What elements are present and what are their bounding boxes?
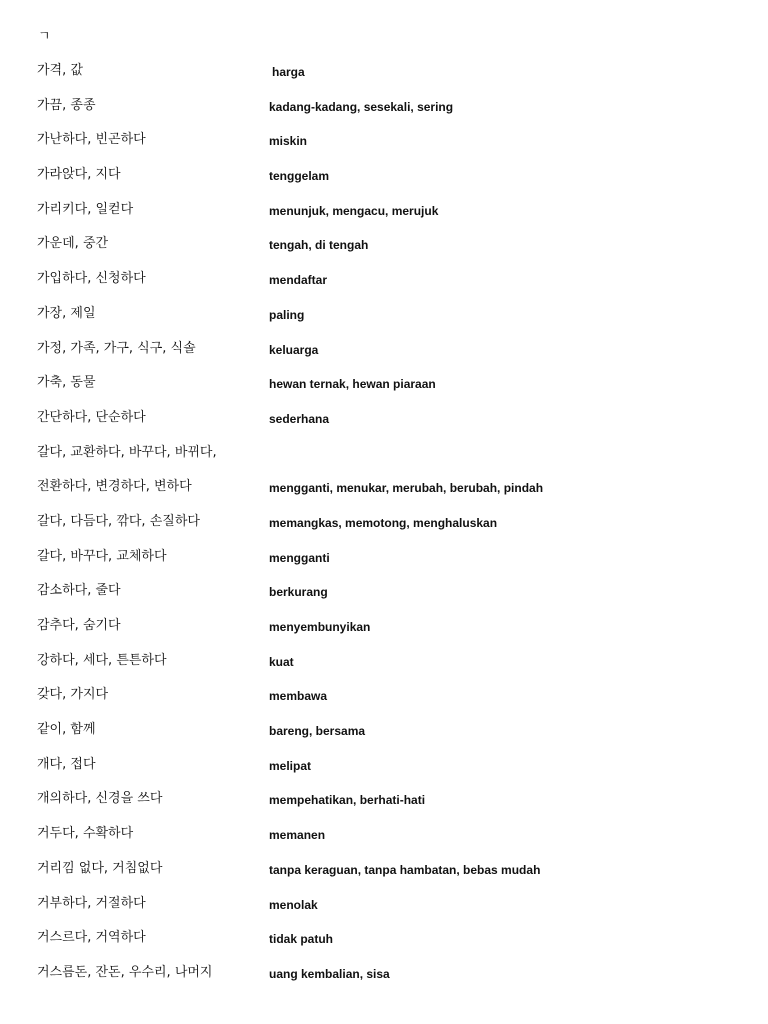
korean-term: 갈다, 교환하다, 바꾸다, 바뀌다, (37, 444, 217, 460)
indonesian-translation: bareng, bersama (269, 724, 366, 739)
indonesian-translation: paling (269, 307, 305, 322)
list-item (0, 895, 768, 930)
list-item (0, 201, 768, 236)
section-heading: ㄱ (38, 29, 51, 44)
indonesian-translation: tenggelam (269, 169, 330, 184)
korean-term: 개다, 접다 (37, 756, 96, 772)
korean-term: 가입하다, 신청하다 (37, 271, 146, 287)
indonesian-translation: memanen (269, 828, 326, 843)
korean-term: 가정, 가족, 가구, 식구, 식솔 (37, 340, 196, 356)
indonesian-translation: mempehatikan, berhati-hati (269, 793, 426, 808)
korean-term: 가격, 값 (37, 63, 83, 78)
korean-term: 가장, 제일 (37, 305, 96, 321)
list-item (0, 131, 768, 166)
indonesian-translation: melipat (269, 758, 312, 773)
list-item (0, 478, 768, 513)
indonesian-translation: miskin (269, 134, 308, 149)
korean-term: 가운데, 중간 (37, 236, 109, 252)
korean-term: 갈다, 다듬다, 깎다, 손질하다 (37, 513, 200, 529)
indonesian-translation: kuat (269, 654, 294, 669)
indonesian-translation: sederhana (269, 411, 330, 426)
korean-term: 같이, 함께 (37, 722, 96, 738)
list-item (0, 617, 768, 652)
list-item (0, 548, 768, 583)
indonesian-translation: menunjuk, mengacu, merujuk (269, 203, 439, 218)
list-item (0, 860, 768, 895)
indonesian-translation: menolak (269, 897, 318, 912)
list-item (0, 929, 768, 964)
list-item (0, 166, 768, 201)
korean-term: 갈다, 바꾸다, 교체하다 (37, 548, 167, 564)
indonesian-translation: memangkas, memotong, menghaluskan (269, 515, 498, 530)
indonesian-translation: menyembunyikan (269, 620, 371, 634)
korean-term: 가축, 동물 (37, 375, 96, 391)
korean-term: 간단하다, 단순하다 (37, 409, 146, 425)
indonesian-translation: tidak patuh (269, 932, 334, 947)
list-item (0, 756, 768, 791)
indonesian-translation: tengah, di tengah (269, 238, 369, 253)
list-item (0, 686, 768, 721)
indonesian-translation: uang kembalian, sisa (269, 966, 390, 981)
indonesian-translation: mendaftar (269, 273, 328, 288)
korean-term: 갖다, 가지다 (37, 687, 109, 703)
indonesian-translation: mengganti, menukar, merubah, berubah, pindah (269, 481, 544, 496)
list-item (0, 340, 768, 375)
korean-term: 개의하다, 신경을 쓰다 (37, 791, 163, 807)
korean-term: 거리낌 없다, 거침없다 (37, 860, 163, 876)
indonesian-translation: hewan ternak, hewan piaraan (269, 377, 436, 392)
indonesian-translation: harga (272, 65, 305, 79)
korean-term: 강하다, 세다, 튼튼하다 (37, 652, 167, 668)
list-item (0, 652, 768, 687)
indonesian-translation: kadang-kadang, sesekali, sering (269, 99, 454, 114)
indonesian-translation: membawa (269, 689, 328, 704)
korean-term: 가난하다, 빈곤하다 (37, 132, 146, 148)
list-item (0, 825, 768, 860)
korean-term: 가라앉다, 지다 (37, 167, 121, 183)
list-item (0, 97, 768, 132)
list-item (0, 444, 768, 479)
list-item (0, 374, 768, 409)
indonesian-translation: mengganti (269, 550, 330, 565)
korean-term: 거스르다, 거역하다 (37, 930, 146, 946)
list-item (0, 305, 768, 340)
list-item (0, 409, 768, 444)
indonesian-translation: berkurang (269, 585, 328, 600)
list-item (0, 721, 768, 756)
korean-term: 거두다, 수확하다 (37, 826, 134, 842)
indonesian-translation: tanpa keraguan, tanpa hambatan, bebas mudah (269, 862, 541, 877)
korean-term: 거스름돈, 잔돈, 우수리, 나머지 (37, 964, 213, 980)
list-item (0, 964, 768, 999)
korean-term: 감소하다, 줄다 (37, 583, 121, 599)
list-item (0, 270, 768, 305)
list-item (0, 582, 768, 617)
list-item (0, 513, 768, 548)
list-item (0, 235, 768, 270)
list-item (0, 62, 768, 97)
korean-term: 거부하다, 거절하다 (37, 895, 146, 911)
korean-term: 가끔, 종종 (37, 97, 96, 113)
korean-term: 감추다, 숨기다 (37, 618, 121, 633)
list-item (0, 790, 768, 825)
vocabulary-list (0, 62, 768, 999)
korean-term: 전환하다, 변경하다, 변하다 (37, 479, 192, 495)
korean-term: 가리키다, 일컫다 (37, 201, 134, 217)
indonesian-translation: keluarga (269, 342, 319, 357)
